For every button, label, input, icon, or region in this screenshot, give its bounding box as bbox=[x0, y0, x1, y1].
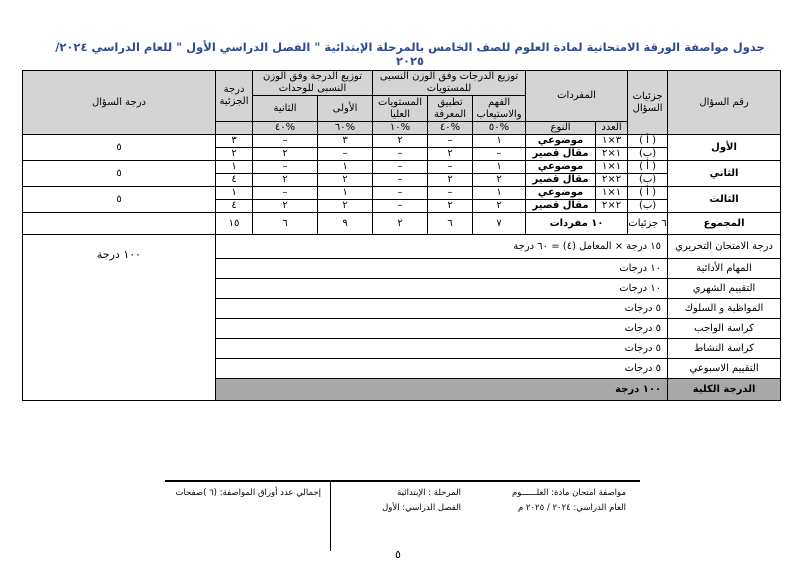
sub-part: (ب) bbox=[628, 148, 668, 161]
pct-unit1: %٦٠ bbox=[318, 122, 373, 135]
grade-label: كراسة الواجب bbox=[668, 319, 781, 339]
question-name: الثالث bbox=[668, 187, 781, 213]
footer-column-divider bbox=[330, 481, 331, 551]
cell-unit1: ١ bbox=[318, 161, 373, 174]
footer-pages: إجمالي عدد أوراق المواصفة: (٦ )صفحات bbox=[175, 488, 321, 498]
total-row bbox=[23, 213, 781, 235]
cell-application: – bbox=[428, 135, 473, 148]
pct-unit2: %٤٠ bbox=[253, 122, 318, 135]
cell-understanding: ١ bbox=[473, 187, 526, 200]
total-application: ٦ bbox=[428, 213, 473, 235]
cell-application: ٢ bbox=[428, 174, 473, 187]
cell-higher: – bbox=[373, 161, 428, 174]
cell-higher: ٢ bbox=[373, 135, 428, 148]
question-name: الأول bbox=[668, 135, 781, 161]
cell-unit1: ١ bbox=[318, 187, 373, 200]
grade-value: ٥ درجات bbox=[216, 319, 668, 339]
header-partial: درجة الجزئية bbox=[216, 71, 253, 122]
footer-stage bbox=[382, 486, 461, 516]
overall-grade: ١٠٠ درجة bbox=[23, 235, 216, 401]
cell-unit1: ٢ bbox=[318, 200, 373, 213]
total-higher: ٢ bbox=[373, 213, 428, 235]
page-title: جدول مواصفة الورقة الامتحانية لمادة العلوم للصف الخامس بالمرحلة الإبتدائية " الفصل الدراسي الأول " للعام الدراسي ٢٠٢٤/ ٢٠٢٥ bbox=[55, 40, 765, 68]
header-higher: المستويات العليا bbox=[373, 96, 428, 122]
grade-label: المواظبة و السلوك bbox=[668, 299, 781, 319]
item-type: موضوعي bbox=[526, 135, 596, 148]
cell-unit2: – bbox=[253, 187, 318, 200]
footer-divider bbox=[165, 480, 640, 482]
item-count: ١×٢ bbox=[596, 148, 628, 161]
grade-label: التقييم الاسبوعي bbox=[668, 359, 781, 379]
item-count: ٢×٢ bbox=[596, 174, 628, 187]
grade-value: ١٠ درجات bbox=[216, 279, 668, 299]
total-parts: ٦ جزئيات bbox=[628, 213, 668, 235]
cell-unit1: ٢ bbox=[318, 174, 373, 187]
header-question-no: رقم السؤال bbox=[668, 71, 781, 135]
cell-partial: ٣ bbox=[216, 135, 253, 148]
header-unit1: الأولى bbox=[318, 96, 373, 122]
total-items: ١٠ مفردات bbox=[526, 213, 628, 235]
pct-understanding: %٥٠ bbox=[473, 122, 526, 135]
specification-table bbox=[22, 70, 781, 401]
cell-unit2: ٢ bbox=[253, 148, 318, 161]
total-partial: ١٥ bbox=[216, 213, 253, 235]
cell-understanding: ٢ bbox=[473, 200, 526, 213]
grade-value: ٥ درجات bbox=[216, 359, 668, 379]
cell-partial: ٤ bbox=[216, 174, 253, 187]
cell-unit2: ٢ bbox=[253, 200, 318, 213]
cell-unit2: – bbox=[253, 161, 318, 174]
cell-unit2: – bbox=[253, 135, 318, 148]
cell-unit1: – bbox=[318, 148, 373, 161]
footer-stage-name: المرحلة : الإبتدائية bbox=[397, 488, 461, 498]
total-unit1: ٩ bbox=[318, 213, 373, 235]
cell-understanding: ٢ bbox=[473, 174, 526, 187]
cell-understanding: ١ bbox=[473, 161, 526, 174]
header-application: تطبيق المعرفة bbox=[428, 96, 473, 122]
total-label: المجموع bbox=[668, 213, 781, 235]
grade-label: التقييم الشهري bbox=[668, 279, 781, 299]
item-type: مقال قصير bbox=[526, 200, 596, 213]
pct-higher: %١٠ bbox=[373, 122, 428, 135]
item-type: موضوعي bbox=[526, 161, 596, 174]
cell-partial: ٢ bbox=[216, 148, 253, 161]
grand-total-label: الدرجة الكلية bbox=[668, 379, 781, 401]
cell-higher: – bbox=[373, 148, 428, 161]
question-grade: ٥ bbox=[23, 135, 216, 161]
header-understanding: الفهم والاستيعاب bbox=[473, 96, 526, 122]
header-levels: توزيع الدرجات وفق الوزن النسبى للمستويات bbox=[373, 71, 526, 96]
total-unit2: ٦ bbox=[253, 213, 318, 235]
grand-total-value: ١٠٠ درجة bbox=[216, 379, 668, 401]
sub-part: ( أ ) bbox=[628, 187, 668, 200]
footer-spec bbox=[512, 486, 626, 516]
header-count: العدد bbox=[596, 122, 628, 135]
sub-part: (ب) bbox=[628, 174, 668, 187]
cell-understanding: ١ bbox=[473, 135, 526, 148]
sub-part: ( أ ) bbox=[628, 135, 668, 148]
cell-application: – bbox=[428, 161, 473, 174]
item-count: ١×١ bbox=[596, 161, 628, 174]
item-count: ٢×٢ bbox=[596, 200, 628, 213]
footer-term: الفصل الدراسي: الأول bbox=[382, 503, 461, 513]
table-row bbox=[23, 187, 781, 200]
item-count: ٣×١ bbox=[596, 135, 628, 148]
cell-higher: – bbox=[373, 174, 428, 187]
table-row bbox=[23, 161, 781, 174]
header-unit2: الثانية bbox=[253, 96, 318, 122]
cell-unit1: ٣ bbox=[318, 135, 373, 148]
cell-application: ٢ bbox=[428, 200, 473, 213]
question-name: الثاني bbox=[668, 161, 781, 187]
header-question-grade: درجة السؤال bbox=[23, 71, 216, 135]
item-count: ١×١ bbox=[596, 187, 628, 200]
item-type: مقال قصير bbox=[526, 174, 596, 187]
sub-part: (ب) bbox=[628, 200, 668, 213]
pct-application: %٤٠ bbox=[428, 122, 473, 135]
header-sub-parts: جزئيات السؤال bbox=[628, 71, 668, 135]
grade-label: المهام الأدائية bbox=[668, 259, 781, 279]
grade-value: ١٥ درجة × المعامل (٤) = ٦٠ درجة bbox=[216, 235, 668, 259]
grade-label: كراسة النشاط bbox=[668, 339, 781, 359]
header-type: النوع bbox=[526, 122, 596, 135]
sub-part: ( أ ) bbox=[628, 161, 668, 174]
cell-partial: ١ bbox=[216, 161, 253, 174]
table-row bbox=[23, 135, 781, 148]
footer-subject: مواصفة امتحان مادة: العلــــــوم bbox=[512, 488, 626, 498]
cell-partial: ١ bbox=[216, 187, 253, 200]
cell-higher: – bbox=[373, 187, 428, 200]
question-grade: ٥ bbox=[23, 161, 216, 187]
cell-partial: ٤ bbox=[216, 200, 253, 213]
question-grade: ٥ bbox=[23, 187, 216, 213]
header-items: المفردات bbox=[526, 71, 628, 122]
cell-application: – bbox=[428, 187, 473, 200]
grade-value: ٥ درجات bbox=[216, 339, 668, 359]
grade-row bbox=[23, 235, 781, 259]
grade-value: ٥ درجات bbox=[216, 299, 668, 319]
footer-year: العام الدراسي: ٢٠٢٤ / ٢٠٢٥ م bbox=[517, 503, 626, 513]
cell-understanding: – bbox=[473, 148, 526, 161]
total-understanding: ٧ bbox=[473, 213, 526, 235]
header-units: توزيع الدرجة وفق الوزن النسبى للوحدات bbox=[253, 71, 373, 96]
page-number: ٥ bbox=[395, 548, 401, 561]
grade-label: درجة الامتحان التحريري bbox=[668, 235, 781, 259]
cell-application: ٢ bbox=[428, 148, 473, 161]
cell-higher: – bbox=[373, 200, 428, 213]
item-type: مقال قصير bbox=[526, 148, 596, 161]
item-type: موضوعي bbox=[526, 187, 596, 200]
cell-unit2: ٢ bbox=[253, 174, 318, 187]
grade-value: ١٠ درجات bbox=[216, 259, 668, 279]
